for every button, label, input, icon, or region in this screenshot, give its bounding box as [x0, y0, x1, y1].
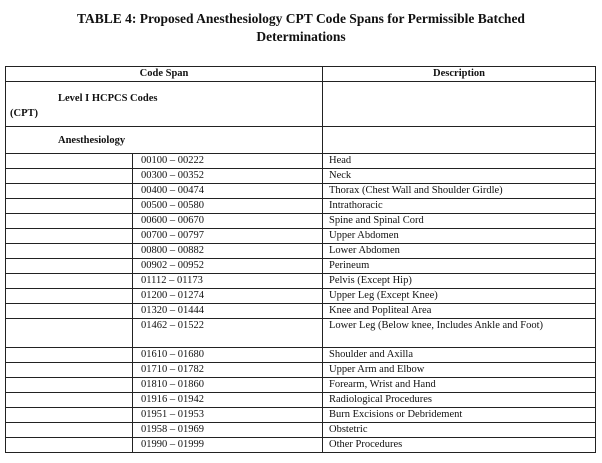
code-range: 00700 – 00797	[133, 229, 323, 244]
code-range: 01710 – 01782	[133, 363, 323, 378]
table-row	[6, 214, 596, 229]
description: Radiological Procedures	[323, 393, 596, 408]
description: Forearm, Wrist and Hand	[323, 378, 596, 393]
blank-cell	[6, 304, 133, 319]
description: Other Procedures	[323, 438, 596, 453]
table-title	[0, 10, 602, 46]
blank-cell	[6, 214, 133, 229]
code-range: 01951 – 01953	[133, 408, 323, 423]
table-row	[6, 184, 596, 199]
code-rows	[6, 154, 596, 453]
header-row	[6, 67, 596, 82]
code-range: 00902 – 00952	[133, 259, 323, 274]
blank-cell	[6, 154, 133, 169]
blank-cell	[6, 289, 133, 304]
code-range: 01320 – 01444	[133, 304, 323, 319]
level-desc-cell	[323, 82, 596, 127]
description: Upper Arm and Elbow	[323, 363, 596, 378]
header-description: Description	[323, 67, 596, 82]
code-range: 01112 – 01173	[133, 274, 323, 289]
section-desc-cell	[323, 127, 596, 154]
blank-cell	[6, 229, 133, 244]
description: Obstetric	[323, 423, 596, 438]
blank-cell	[6, 244, 133, 259]
table-row	[6, 244, 596, 259]
level-cell	[6, 82, 323, 127]
code-range: 01462 – 01522	[133, 319, 323, 348]
code-range: 00400 – 00474	[133, 184, 323, 199]
table-row	[6, 199, 596, 214]
code-range: 00100 – 00222	[133, 154, 323, 169]
blank-cell	[6, 423, 133, 438]
blank-cell	[6, 378, 133, 393]
table-row	[6, 154, 596, 169]
table-row	[6, 438, 596, 453]
description: Perineum	[323, 259, 596, 274]
code-range: 00600 – 00670	[133, 214, 323, 229]
blank-cell	[6, 319, 133, 348]
table-row	[6, 393, 596, 408]
table-title-line1: TABLE 4: Proposed Anesthesiology CPT Code Spans for Permissible Batched	[77, 11, 525, 26]
section-row	[6, 127, 596, 154]
table-title-line2: Determinations	[256, 29, 346, 44]
code-range: 01810 – 01860	[133, 378, 323, 393]
code-range: 00300 – 00352	[133, 169, 323, 184]
description: Shoulder and Axilla	[323, 348, 596, 363]
description: Pelvis (Except Hip)	[323, 274, 596, 289]
table-row	[6, 169, 596, 184]
blank-cell	[6, 274, 133, 289]
table-row	[6, 304, 596, 319]
blank-cell	[6, 199, 133, 214]
blank-cell	[6, 184, 133, 199]
code-range: 01610 – 01680	[133, 348, 323, 363]
description: Upper Abdomen	[323, 229, 596, 244]
description: Lower Abdomen	[323, 244, 596, 259]
cpt-code-table	[5, 66, 596, 453]
table-row	[6, 423, 596, 438]
code-range: 00500 – 00580	[133, 199, 323, 214]
table-row	[6, 319, 596, 348]
description: Lower Leg (Below knee, Includes Ankle and Foot)	[323, 319, 596, 348]
code-range: 01990 – 01999	[133, 438, 323, 453]
header-code-span: Code Span	[6, 67, 323, 82]
blank-cell	[6, 408, 133, 423]
section-label: Anesthesiology	[6, 127, 323, 154]
blank-cell	[6, 393, 133, 408]
table-row	[6, 408, 596, 423]
table-row	[6, 229, 596, 244]
description: Intrathoracic	[323, 199, 596, 214]
code-range: 01916 – 01942	[133, 393, 323, 408]
description: Upper Leg (Except Knee)	[323, 289, 596, 304]
table-row	[6, 274, 596, 289]
level-row	[6, 82, 596, 127]
description: Head	[323, 154, 596, 169]
table-row	[6, 348, 596, 363]
cpt-label: (CPT)	[10, 108, 38, 119]
blank-cell	[6, 348, 133, 363]
blank-cell	[6, 259, 133, 274]
code-range: 01200 – 01274	[133, 289, 323, 304]
blank-cell	[6, 438, 133, 453]
blank-cell	[6, 363, 133, 378]
description: Burn Excisions or Debridement	[323, 408, 596, 423]
description: Thorax (Chest Wall and Shoulder Girdle)	[323, 184, 596, 199]
table-row	[6, 259, 596, 274]
blank-cell	[6, 169, 133, 184]
table-row	[6, 378, 596, 393]
table-row	[6, 363, 596, 378]
code-range: 00800 – 00882	[133, 244, 323, 259]
table-row	[6, 289, 596, 304]
description: Spine and Spinal Cord	[323, 214, 596, 229]
description: Knee and Popliteal Area	[323, 304, 596, 319]
description: Neck	[323, 169, 596, 184]
level-label: Level I HCPCS Codes	[58, 93, 158, 104]
code-range: 01958 – 01969	[133, 423, 323, 438]
